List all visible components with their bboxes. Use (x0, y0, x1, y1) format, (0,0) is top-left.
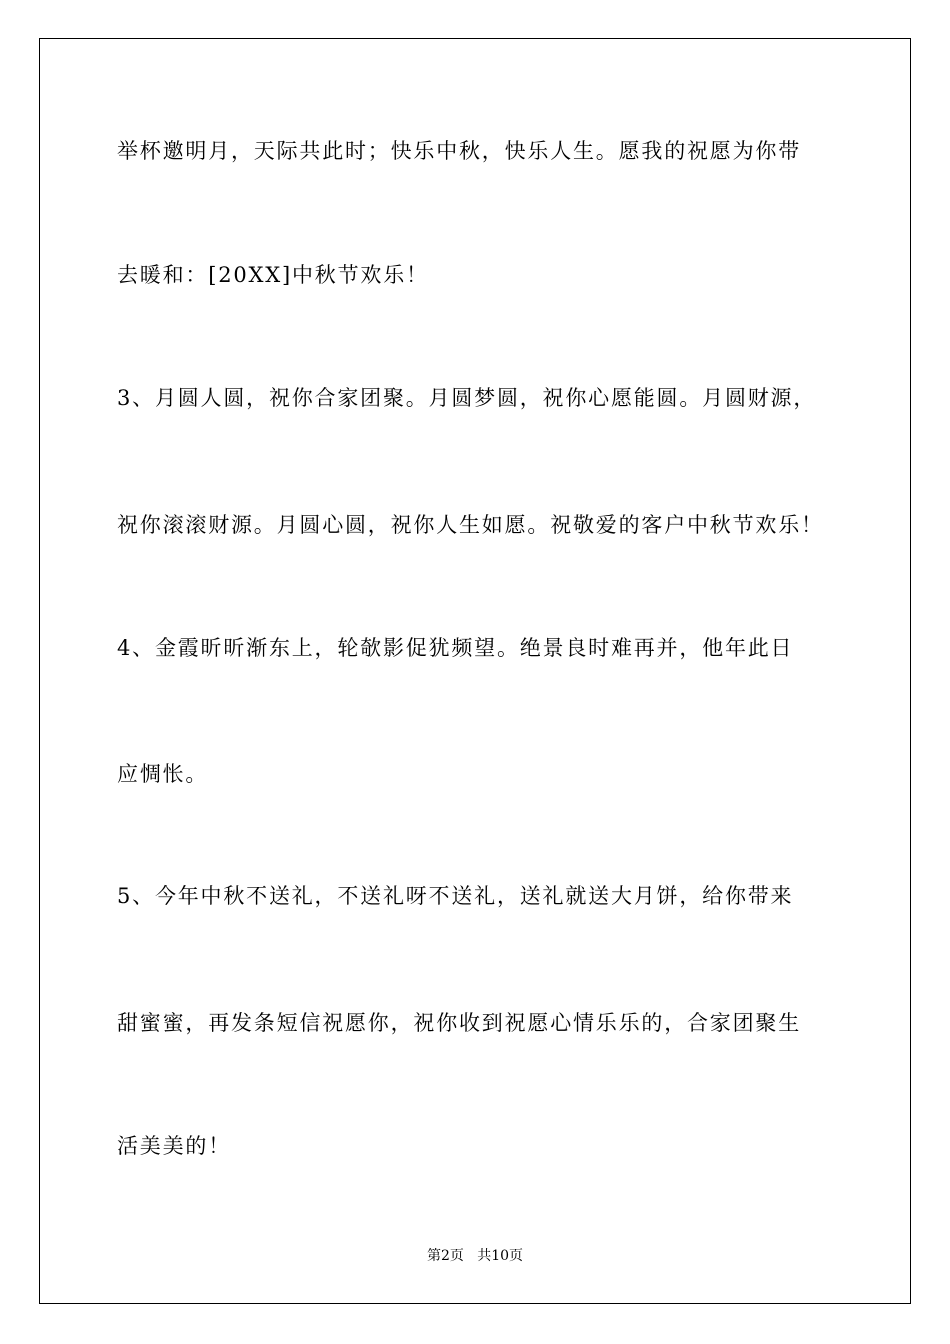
text-line-2: 去暖和：[20XX]中秋节欢乐！ (117, 263, 429, 287)
text-line-6: 应惆怅。 (117, 762, 209, 786)
text-line-9: 活美美的！ (117, 1134, 231, 1158)
page-footer: 第2页 共10页 (426, 1248, 524, 1264)
page-border (39, 38, 911, 1304)
text-line-3: 3、月圆人圆，祝你合家团聚。月圆梦圆，祝你心愿能圆。月圆财源， (117, 386, 817, 410)
text-line-1: 举杯邀明月，天际共此时；快乐中秋，快乐人生。愿我的祝愿为你带 (117, 139, 801, 163)
text-line-7: 5、今年中秋不送礼，不送礼呀不送礼，送礼就送大月饼，给你带来 (117, 884, 794, 908)
text-line-5: 4、金霞昕昕渐东上，轮欹影促犹频望。绝景良时难再并，他年此日 (117, 636, 794, 660)
text-line-4: 祝你滚滚财源。月圆心圆，祝你人生如愿。祝敬爱的客户中秋节欢乐！ (117, 513, 824, 537)
text-line-8: 甜蜜蜜，再发条短信祝愿你，祝你收到祝愿心情乐乐的，合家团聚生 (117, 1011, 801, 1035)
